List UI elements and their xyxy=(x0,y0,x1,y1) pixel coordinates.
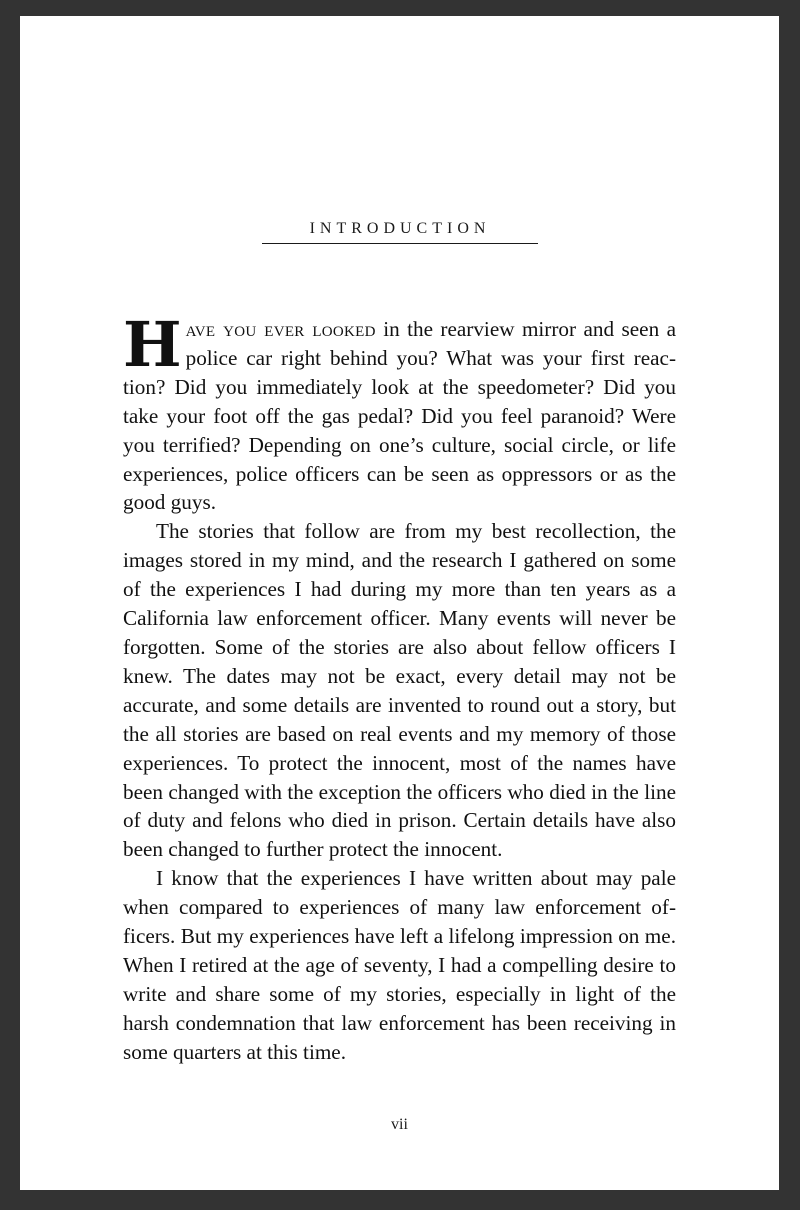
paragraph-2: The stories that follow are from my best recollection, the images stored in my mind, and the research I gathered on some of the experiences I had during my more than ten years as a California law enforcement officer. Many events will never be forgotten. Some of the stories are also about fellow officers I knew. The dates may not be exact, every detail may not be accurate, and some details are invented to round out a story, but the all stories are based on real events and my memory of those experiences. To protect the innocent, most of the names have been changed with the exception the officers who died in the line of duty and felons who died in prison. Certain details have also been changed to further protect the innocent. xyxy=(123,519,676,862)
page-number: vii xyxy=(391,1116,408,1133)
lead-in-small-caps: ave you ever looked xyxy=(185,317,376,341)
book-page xyxy=(20,16,779,1190)
body-text xyxy=(123,308,676,1067)
paragraph-3: I know that the experiences I have written about may pale when compared to experiences of many law enforcement officers. But my experiences have left a lifelong impression on me. When I retired at the age of seventy, I had a compelling desire to write and share some of my stories, especially in light of the harsh condemnation that law enforcement has been receiving in some quarters at this time. xyxy=(123,866,676,1064)
title-rule xyxy=(262,243,538,244)
paragraph-1-text: in the rearview mirror and seen a police car right behind you? What was your first reaction? Did you immediately look at the speedometer? Did you take your foot off the gas pedal? Did you feel paranoid? Were you terrified? Depending on one’s culture, social circle, or life experiences, police officers can be seen as oppressors or as the good guys. xyxy=(123,317,676,515)
paragraph-1 xyxy=(123,308,676,517)
drop-cap: H xyxy=(123,308,182,381)
chapter-title: INTRODUCTION xyxy=(309,220,491,237)
